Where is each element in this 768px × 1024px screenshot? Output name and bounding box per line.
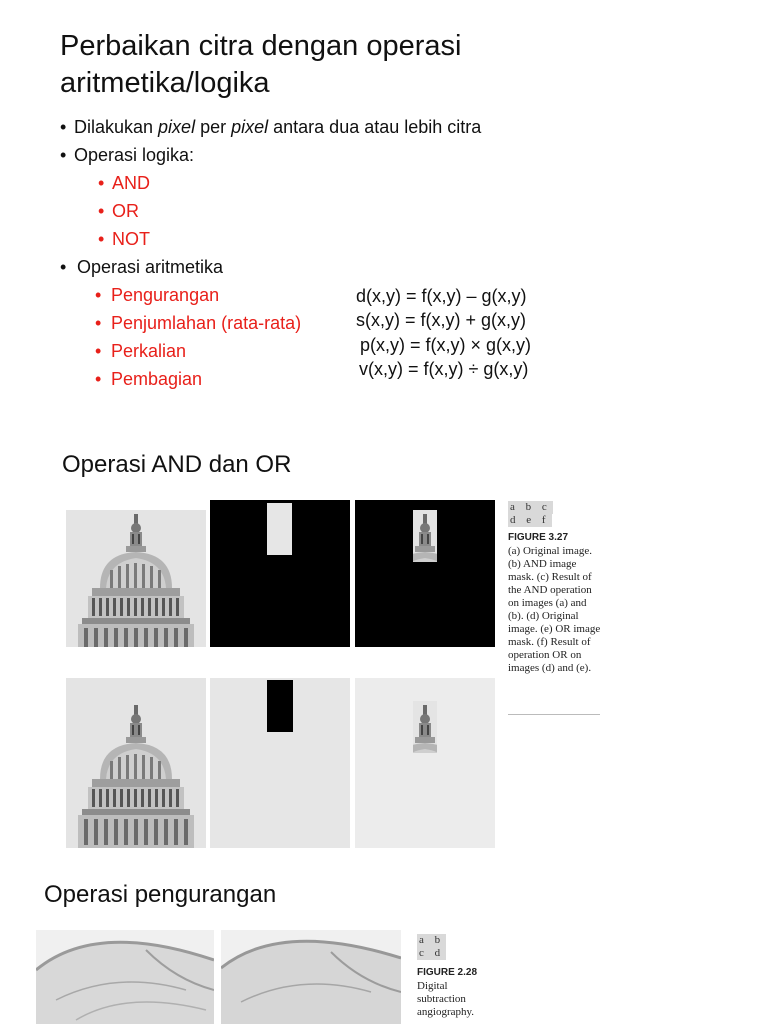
bullet-dot: • bbox=[60, 117, 67, 137]
angiography-image bbox=[221, 930, 401, 1024]
panel-letters-row2: d e f bbox=[510, 514, 550, 526]
arith-label: Penjumlahan (rata-rata) bbox=[111, 313, 302, 333]
bullet-em: pixel bbox=[231, 117, 269, 137]
mask-window bbox=[267, 503, 292, 555]
figure-panel-f-or-result bbox=[355, 678, 495, 848]
capitol-cropped-image bbox=[355, 500, 495, 647]
bullet-em: pixel bbox=[158, 117, 196, 137]
section-heading-and-or: Operasi AND dan OR bbox=[62, 451, 292, 478]
capitol-cropped-image bbox=[355, 678, 495, 848]
bullet-arith bbox=[60, 256, 223, 278]
slide-title: Perbaikan citra dengan operasi aritmetika/logika bbox=[60, 30, 462, 99]
arith-item-subtract bbox=[95, 284, 219, 306]
bullet-dot: • bbox=[60, 257, 67, 277]
formula-add: s(x,y) = f(x,y) + g(x,y) bbox=[356, 310, 527, 330]
bullet-pixel bbox=[60, 116, 481, 138]
angiography-image bbox=[36, 930, 214, 1024]
arith-item-divide bbox=[95, 368, 202, 390]
arith-item-multiply bbox=[95, 340, 186, 362]
caption-text: (a) Original image. (b) AND image mask. (c) Result of the AND operation on images (a) and (b). (d) Original image. (e) OR image mask. (f) Result of operation OR on images (d) and (e). bbox=[508, 545, 601, 674]
figure-panel-d-original bbox=[66, 678, 206, 848]
capitol-image bbox=[66, 500, 206, 647]
bullet-dot: • bbox=[60, 145, 67, 165]
angiography-panel-a bbox=[36, 930, 214, 1024]
figure-panel-a-original bbox=[66, 500, 206, 647]
arith-label: Perkalian bbox=[111, 341, 187, 361]
bullet-dot: • bbox=[98, 201, 105, 221]
arith-label: Pembagian bbox=[111, 369, 203, 389]
bullet-text: per bbox=[195, 117, 232, 137]
formula-divide: v(x,y) = f(x,y) ÷ g(x,y) bbox=[359, 359, 529, 379]
logic-item-or bbox=[98, 200, 139, 222]
bullet-dot: • bbox=[98, 173, 105, 193]
bullet-dot: • bbox=[95, 369, 102, 389]
logic-label: AND bbox=[112, 173, 151, 193]
caption-text: Digital subtraction angiography. bbox=[417, 980, 475, 1018]
mask-window bbox=[267, 680, 293, 732]
bullet-logic bbox=[60, 144, 194, 166]
panel-letters-row1: a b bbox=[419, 934, 445, 946]
figure-3-27-caption bbox=[508, 531, 603, 675]
logic-item-not bbox=[98, 228, 150, 250]
bullet-text: antara dua atau lebih citra bbox=[268, 117, 482, 137]
logic-label: NOT bbox=[112, 229, 150, 249]
formula-multiply: p(x,y) = f(x,y) × g(x,y) bbox=[360, 335, 532, 355]
caption-divider bbox=[508, 714, 600, 715]
angiography-panel-b bbox=[221, 930, 401, 1024]
figure-label: FIGURE 3.27 bbox=[508, 532, 569, 543]
bullet-dot: • bbox=[95, 313, 102, 333]
figure-2-28-caption bbox=[417, 966, 497, 1019]
figure-label: FIGURE 2.28 bbox=[417, 967, 478, 978]
logic-label: OR bbox=[112, 201, 139, 221]
formula-subtract: d(x,y) = f(x,y) – g(x,y) bbox=[356, 286, 527, 306]
figure-panel-b-and-mask bbox=[210, 500, 350, 647]
bullet-dot: • bbox=[95, 341, 102, 361]
figure-panel-e-or-mask bbox=[210, 678, 350, 848]
panel-letters-row1: a b c bbox=[510, 501, 551, 513]
bullet-dot: • bbox=[98, 229, 105, 249]
bullet-text: Operasi logika: bbox=[74, 145, 195, 165]
panel-letters-row2: c d bbox=[419, 947, 445, 959]
arith-label: Pengurangan bbox=[111, 285, 220, 305]
capitol-image bbox=[66, 678, 206, 848]
arith-item-add bbox=[95, 312, 301, 334]
section-heading-subtraction: Operasi pengurangan bbox=[44, 881, 277, 908]
figure-panel-c-and-result bbox=[355, 500, 495, 647]
logic-item-and bbox=[98, 172, 150, 194]
bullet-text: Dilakukan bbox=[74, 117, 159, 137]
bullet-text: Operasi aritmetika bbox=[77, 257, 224, 277]
bullet-dot: • bbox=[95, 285, 102, 305]
